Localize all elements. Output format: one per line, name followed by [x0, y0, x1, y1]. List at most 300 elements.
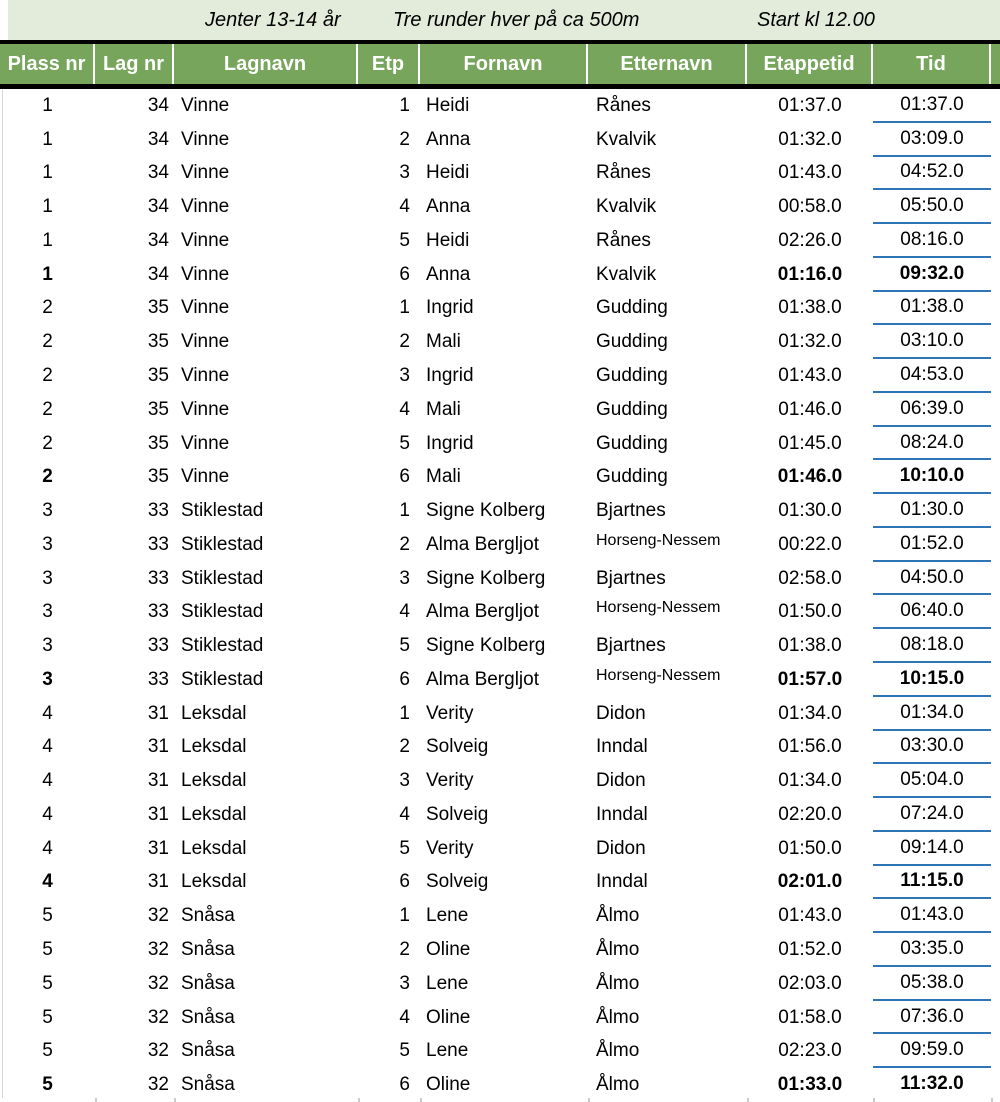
table-row	[0, 224, 1000, 258]
cell-lag-nr: 35	[147, 432, 169, 454]
cell-edge-sliver	[991, 190, 1000, 224]
cell-etternavn: Horseng-Nessem	[596, 599, 721, 617]
cell-etternavn: Gudding	[596, 466, 668, 488]
cell-tid: 04:52.0	[873, 157, 991, 191]
cell-etappetid: 01:56.0	[778, 736, 842, 758]
cell-etternavn: Gudding	[596, 365, 668, 386]
cell-etappetid: 01:30.0	[778, 500, 842, 522]
cell-fornavn: Ingrid	[426, 365, 474, 386]
table-row	[0, 899, 1000, 933]
cell-etp: 2	[399, 939, 410, 961]
cell-fornavn: Ingrid	[426, 432, 474, 454]
cell-etp: 2	[399, 533, 410, 555]
table-row	[0, 427, 1000, 461]
gridline-tick	[991, 1098, 993, 1102]
cell-lag-nr: 34	[147, 229, 169, 251]
cell-edge-sliver	[991, 832, 1000, 866]
cell-lagnavn: Vinne	[181, 94, 230, 116]
cell-lagnavn: Snåsa	[181, 1040, 235, 1062]
cell-etternavn: Ålmo	[596, 972, 640, 994]
cell-edge-sliver	[991, 629, 1000, 663]
cell-tid: 08:18.0	[873, 629, 991, 663]
cell-etp: 1	[399, 702, 410, 724]
cell-plass-nr: 1	[42, 263, 53, 285]
cell-etp: 4	[399, 601, 410, 623]
cell-etternavn: Kvalvik	[596, 196, 657, 218]
table-row	[0, 967, 1000, 1001]
cell-etappetid: 01:32.0	[778, 128, 842, 150]
cell-tid: 01:34.0	[873, 697, 991, 731]
cell-etappetid: 01:52.0	[778, 939, 842, 961]
cell-etternavn: Didon	[596, 770, 646, 792]
cell-lag-nr: 32	[147, 1040, 169, 1062]
cell-lagnavn: Vinne	[181, 263, 230, 285]
cell-lag-nr: 31	[147, 837, 169, 859]
cell-etp: 6	[399, 1074, 410, 1096]
cell-lagnavn: Leksdal	[181, 871, 247, 893]
cell-etternavn: Kvalvik	[596, 263, 657, 285]
cell-edge-sliver	[991, 359, 1000, 393]
cell-etp: 4	[399, 1006, 410, 1028]
cell-fornavn: Lene	[426, 1040, 469, 1062]
cell-lagnavn: Snåsa	[181, 972, 235, 994]
cell-etappetid: 01:58.0	[778, 1006, 842, 1028]
gridline-tick	[358, 1098, 360, 1102]
cell-tid: 04:53.0	[873, 359, 991, 393]
cell-lagnavn: Leksdal	[181, 702, 247, 724]
race-start-time-title: Start kl 12.00	[757, 8, 875, 31]
cell-tid: 03:30.0	[873, 731, 991, 765]
cell-edge-sliver	[991, 731, 1000, 765]
cell-etappetid: 01:16.0	[777, 263, 843, 285]
cell-edge-sliver	[991, 933, 1000, 967]
cell-tid: 10:15.0	[873, 663, 991, 697]
cell-lag-nr: 33	[147, 533, 169, 555]
cell-lag-nr: 33	[147, 500, 169, 522]
cell-lag-nr: 33	[147, 668, 169, 690]
cell-etternavn: Ålmo	[596, 905, 640, 927]
cell-fornavn: Signe Kolberg	[426, 635, 546, 657]
cell-plass-nr: 3	[42, 601, 53, 623]
cell-etternavn: Bjartnes	[596, 635, 666, 657]
cell-etappetid: 01:43.0	[778, 905, 842, 927]
table-row	[0, 89, 1000, 123]
cell-etappetid: 01:33.0	[777, 1074, 843, 1096]
cell-edge-sliver	[991, 764, 1000, 798]
table-row	[0, 359, 1000, 393]
table-row	[0, 460, 1000, 494]
cell-lag-nr: 33	[147, 635, 169, 657]
cell-fornavn: Ingrid	[426, 297, 474, 319]
cell-lagnavn: Vinne	[181, 398, 230, 420]
cell-etternavn: Rånes	[596, 162, 651, 184]
cell-lag-nr: 34	[147, 128, 169, 150]
cell-tid: 10:10.0	[873, 460, 991, 494]
cell-etp: 5	[399, 837, 410, 859]
column-header-fornavn: Fornavn	[420, 44, 588, 84]
cell-fornavn: Mali	[426, 398, 461, 420]
cell-edge-sliver	[991, 528, 1000, 562]
cell-tid: 08:24.0	[873, 427, 991, 461]
cell-lag-nr: 35	[147, 398, 169, 420]
cell-fornavn: Heidi	[426, 229, 470, 251]
cell-etappetid: 02:58.0	[778, 567, 842, 589]
cell-etappetid: 02:26.0	[778, 229, 842, 251]
cell-etp: 4	[399, 398, 410, 420]
table-row	[0, 832, 1000, 866]
cell-etappetid: 01:43.0	[778, 365, 842, 386]
column-header-lagnavn: Lagnavn	[174, 44, 358, 84]
table-row	[0, 562, 1000, 596]
cell-etternavn: Horseng-Nessem	[596, 667, 721, 685]
cell-lag-nr: 35	[147, 331, 169, 353]
cell-fornavn: Solveig	[426, 803, 489, 825]
cell-lag-nr: 32	[147, 1074, 169, 1096]
cell-fornavn: Oline	[426, 939, 471, 961]
cell-plass-nr: 3	[42, 500, 53, 522]
cell-tid: 01:43.0	[873, 899, 991, 933]
cell-etternavn: Gudding	[596, 432, 668, 454]
cell-lagnavn: Stiklestad	[181, 567, 264, 589]
cell-etternavn: Didon	[596, 702, 646, 724]
cell-plass-nr: 1	[42, 128, 53, 150]
table-row	[0, 731, 1000, 765]
cell-lag-nr: 34	[147, 162, 169, 184]
cell-tid: 11:32.0	[873, 1068, 991, 1102]
cell-etternavn: Inndal	[596, 736, 648, 758]
cell-etp: 3	[399, 567, 410, 589]
cell-etappetid: 01:46.0	[778, 398, 842, 420]
cell-plass-nr: 4	[42, 770, 53, 792]
table-row	[0, 663, 1000, 697]
cell-lag-nr: 31	[147, 702, 169, 724]
cell-fornavn: Solveig	[426, 736, 489, 758]
table-row	[0, 798, 1000, 832]
cell-lag-nr: 32	[147, 905, 169, 927]
cell-fornavn: Heidi	[426, 162, 470, 184]
column-header-row	[0, 44, 1000, 84]
cell-etp: 4	[399, 803, 410, 825]
cell-plass-nr: 1	[42, 196, 53, 218]
cell-tid: 11:15.0	[873, 866, 991, 900]
gridline-tick	[95, 1098, 97, 1102]
table-row	[0, 393, 1000, 427]
cell-tid: 03:35.0	[873, 933, 991, 967]
cell-lag-nr: 34	[147, 196, 169, 218]
header-banner	[0, 0, 1000, 40]
cell-edge-sliver	[991, 866, 1000, 900]
cell-plass-nr: 4	[42, 871, 53, 893]
cell-tid: 08:16.0	[873, 224, 991, 258]
cell-etternavn: Bjartnes	[596, 567, 666, 589]
cell-plass-nr: 2	[42, 331, 53, 353]
cell-lagnavn: Snåsa	[181, 1006, 235, 1028]
cell-fornavn: Heidi	[426, 94, 470, 116]
cell-tid: 01:52.0	[873, 528, 991, 562]
cell-edge-sliver	[991, 393, 1000, 427]
cell-lag-nr: 32	[147, 939, 169, 961]
table-row	[0, 595, 1000, 629]
cell-plass-nr: 5	[42, 972, 53, 994]
cell-edge-sliver	[991, 427, 1000, 461]
cell-lagnavn: Vinne	[181, 229, 230, 251]
table-row	[0, 292, 1000, 326]
cell-etternavn: Ålmo	[596, 1006, 640, 1028]
table-row	[0, 629, 1000, 663]
cell-etternavn: Rånes	[596, 229, 651, 251]
cell-plass-nr: 2	[42, 297, 53, 319]
cell-lag-nr: 33	[147, 567, 169, 589]
cell-etappetid: 02:20.0	[778, 803, 842, 825]
cell-lagnavn: Leksdal	[181, 736, 247, 758]
table-row	[0, 1034, 1000, 1068]
cell-lagnavn: Vinne	[181, 331, 230, 353]
column-header-tid: Tid	[873, 44, 991, 84]
cell-lag-nr: 31	[147, 736, 169, 758]
table-row	[0, 190, 1000, 224]
race-laps-title: Tre runder hver på ca 500m	[393, 8, 640, 31]
cell-fornavn: Anna	[426, 263, 471, 285]
cell-etp: 1	[399, 905, 410, 927]
cell-etp: 1	[399, 94, 410, 116]
cell-plass-nr: 4	[42, 702, 53, 724]
cell-etternavn: Gudding	[596, 331, 668, 353]
cell-plass-nr: 4	[42, 837, 53, 859]
cell-plass-nr: 3	[42, 668, 53, 690]
cell-etternavn: Ålmo	[596, 939, 640, 961]
cell-lagnavn: Leksdal	[181, 803, 247, 825]
cell-lag-nr: 35	[147, 466, 169, 488]
cell-lagnavn: Stiklestad	[181, 500, 264, 522]
cell-fornavn: Verity	[426, 837, 474, 859]
cell-edge-sliver	[991, 967, 1000, 1001]
cell-fornavn: Signe Kolberg	[426, 567, 546, 589]
cell-fornavn: Lene	[426, 972, 469, 994]
cell-edge-sliver	[991, 899, 1000, 933]
cell-tid: 01:37.0	[873, 89, 991, 123]
cell-tid: 03:09.0	[873, 123, 991, 157]
cell-tid: 06:39.0	[873, 393, 991, 427]
cell-lagnavn: Stiklestad	[181, 668, 264, 690]
cell-fornavn: Anna	[426, 196, 471, 218]
table-row	[0, 123, 1000, 157]
cell-etp: 4	[399, 196, 410, 218]
cell-fornavn: Mali	[426, 466, 461, 488]
cell-etp: 6	[399, 466, 410, 488]
cell-lagnavn: Leksdal	[181, 837, 247, 859]
race-category-title: Jenter 13-14 år	[205, 8, 341, 31]
cell-plass-nr: 5	[42, 1006, 53, 1028]
cell-etternavn: Ålmo	[596, 1074, 640, 1096]
cell-tid: 03:10.0	[873, 325, 991, 359]
cell-etp: 3	[399, 162, 410, 184]
cell-etternavn: Horseng-Nessem	[596, 531, 721, 549]
cell-fornavn: Anna	[426, 128, 471, 150]
cell-fornavn: Alma Bergljot	[426, 533, 539, 555]
cell-lag-nr: 31	[147, 803, 169, 825]
cell-etp: 3	[399, 972, 410, 994]
cell-etp: 1	[399, 297, 410, 319]
cell-etternavn: Gudding	[596, 398, 668, 420]
cell-fornavn: Mali	[426, 331, 461, 353]
cell-edge-sliver	[991, 595, 1000, 629]
cell-plass-nr: 4	[42, 736, 53, 758]
cell-plass-nr: 2	[42, 432, 53, 454]
cell-etternavn: Inndal	[596, 803, 648, 825]
cell-tid: 06:40.0	[873, 595, 991, 629]
cell-etappetid: 01:45.0	[778, 432, 842, 454]
cell-edge-sliver	[991, 798, 1000, 832]
cell-etappetid: 01:46.0	[777, 466, 843, 488]
cell-tid: 04:50.0	[873, 562, 991, 596]
cell-tid: 05:38.0	[873, 967, 991, 1001]
cell-lag-nr: 33	[147, 601, 169, 623]
cell-etp: 5	[399, 1040, 410, 1062]
cell-lagnavn: Snåsa	[181, 1074, 235, 1096]
cell-etternavn: Didon	[596, 837, 646, 859]
cell-edge-sliver	[991, 1001, 1000, 1035]
cell-etappetid: 02:01.0	[777, 871, 843, 893]
cell-lagnavn: Vinne	[181, 196, 230, 218]
cell-etternavn: Gudding	[596, 297, 668, 319]
next-row-gridline-ticks	[0, 1098, 1000, 1102]
cell-edge-sliver	[991, 89, 1000, 123]
cell-etappetid: 00:58.0	[778, 196, 842, 218]
table-row	[0, 697, 1000, 731]
cell-etp: 5	[399, 229, 410, 251]
cell-edge-sliver	[991, 697, 1000, 731]
cell-etappetid: 01:50.0	[778, 837, 842, 859]
cell-fornavn: Signe Kolberg	[426, 500, 546, 522]
cell-etp: 2	[399, 736, 410, 758]
cell-edge-sliver	[991, 325, 1000, 359]
column-header-plass: Plass nr	[0, 44, 95, 84]
gridline-tick	[420, 1098, 422, 1102]
cell-tid: 01:38.0	[873, 292, 991, 326]
cell-lagnavn: Stiklestad	[181, 533, 264, 555]
cell-etp: 3	[399, 365, 410, 386]
cell-tid: 09:32.0	[873, 258, 991, 292]
cell-edge-sliver	[991, 1068, 1000, 1102]
cell-lag-nr: 32	[147, 1006, 169, 1028]
cell-plass-nr: 5	[42, 1074, 53, 1096]
cell-lag-nr: 31	[147, 871, 169, 893]
cell-etappetid: 01:34.0	[778, 702, 842, 724]
cell-plass-nr: 1	[42, 162, 53, 184]
cell-etp: 2	[399, 331, 410, 353]
cell-etp: 2	[399, 128, 410, 150]
cell-lag-nr: 35	[147, 365, 169, 386]
cell-lag-nr: 35	[147, 297, 169, 319]
cell-lagnavn: Vinne	[181, 432, 230, 454]
cell-etternavn: Rånes	[596, 94, 651, 116]
cell-fornavn: Oline	[426, 1074, 471, 1096]
cell-etappetid: 01:32.0	[778, 331, 842, 353]
table-row	[0, 157, 1000, 191]
table-row	[0, 528, 1000, 562]
cell-etp: 5	[399, 635, 410, 657]
table-row	[0, 1001, 1000, 1035]
cell-lagnavn: Vinne	[181, 466, 230, 488]
cell-edge-sliver	[991, 292, 1000, 326]
left-gridline	[2, 89, 3, 1099]
cell-edge-sliver	[991, 157, 1000, 191]
cell-edge-sliver	[991, 123, 1000, 157]
cell-lagnavn: Leksdal	[181, 770, 247, 792]
table-row	[0, 866, 1000, 900]
cell-lag-nr: 34	[147, 94, 169, 116]
column-header-etappetid: Etappetid	[747, 44, 873, 84]
cell-etappetid: 01:37.0	[778, 94, 842, 116]
cell-lagnavn: Vinne	[181, 162, 230, 184]
cell-etappetid: 02:03.0	[778, 972, 842, 994]
cell-lagnavn: Stiklestad	[181, 601, 264, 623]
table-row	[0, 325, 1000, 359]
cell-etternavn: Bjartnes	[596, 500, 666, 522]
cell-etp: 6	[399, 668, 410, 690]
cell-tid: 07:24.0	[873, 798, 991, 832]
cell-plass-nr: 5	[42, 905, 53, 927]
cell-edge-sliver	[991, 562, 1000, 596]
cell-edge-sliver	[991, 663, 1000, 697]
cell-tid: 05:50.0	[873, 190, 991, 224]
cell-fornavn: Oline	[426, 1006, 471, 1028]
cell-lagnavn: Snåsa	[181, 939, 235, 961]
cell-plass-nr: 2	[42, 365, 53, 386]
cell-tid: 01:30.0	[873, 494, 991, 528]
cell-lagnavn: Stiklestad	[181, 635, 264, 657]
cell-lagnavn: Snåsa	[181, 905, 235, 927]
cell-lagnavn: Vinne	[181, 128, 230, 150]
cell-etappetid: 01:50.0	[778, 601, 842, 623]
cell-plass-nr: 1	[42, 229, 53, 251]
cell-fornavn: Verity	[426, 770, 474, 792]
cell-etappetid: 00:22.0	[778, 533, 842, 555]
cell-lagnavn: Vinne	[181, 365, 230, 386]
cell-etp: 6	[399, 263, 410, 285]
cell-etappetid: 01:38.0	[778, 635, 842, 657]
cell-lag-nr: 34	[147, 263, 169, 285]
cell-plass-nr: 3	[42, 635, 53, 657]
cell-etternavn: Ålmo	[596, 1040, 640, 1062]
cell-edge-sliver	[991, 224, 1000, 258]
cell-etternavn: Kvalvik	[596, 128, 657, 150]
cell-fornavn: Verity	[426, 702, 474, 724]
column-header-lag: Lag nr	[95, 44, 174, 84]
column-header-etp: Etp	[358, 44, 420, 84]
cell-etp: 1	[399, 500, 410, 522]
table-row	[0, 1068, 1000, 1102]
cell-lagnavn: Vinne	[181, 297, 230, 319]
cell-edge-sliver	[991, 1034, 1000, 1068]
cell-fornavn: Alma Bergljot	[426, 601, 539, 623]
cell-tid: 07:36.0	[873, 1001, 991, 1035]
cell-etp: 6	[399, 871, 410, 893]
cell-fornavn: Solveig	[426, 871, 489, 893]
cell-tid: 09:14.0	[873, 832, 991, 866]
gridline-tick	[747, 1098, 749, 1102]
cell-edge-sliver	[991, 258, 1000, 292]
cell-fornavn: Lene	[426, 905, 469, 927]
cell-etappetid: 01:34.0	[778, 770, 842, 792]
cell-tid: 05:04.0	[873, 764, 991, 798]
cell-etappetid: 02:23.0	[778, 1040, 842, 1062]
table-row	[0, 764, 1000, 798]
cell-lag-nr: 32	[147, 972, 169, 994]
cell-etappetid: 01:43.0	[778, 162, 842, 184]
cell-etternavn: Inndal	[596, 871, 648, 893]
cell-lag-nr: 31	[147, 770, 169, 792]
